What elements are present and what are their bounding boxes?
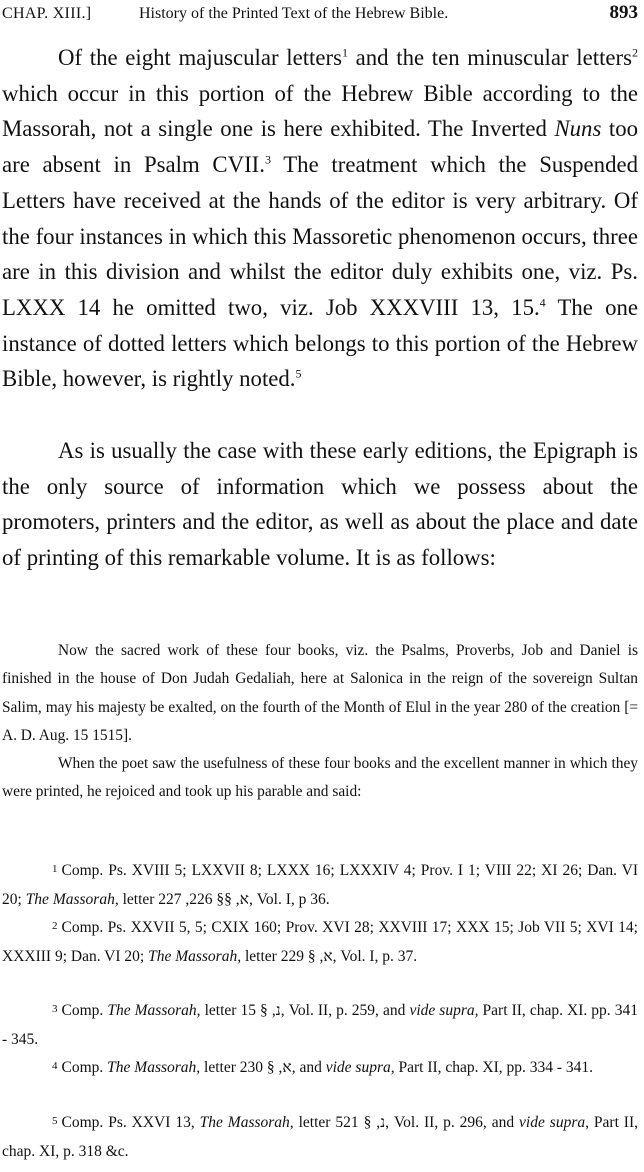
footnote-mark: 4 xyxy=(52,1060,58,1072)
text-run: which occur in this portion of the Hebrew Bible according to the Massorah, not a single one is here exhibited. The Inverted xyxy=(2,80,638,142)
text-run: letter נ, § 521, Vol. II, p. 296, and xyxy=(293,1114,520,1131)
text-run: Part II, chap. XI, p. 318 &c. xyxy=(2,1114,638,1160)
running-header xyxy=(2,2,638,30)
text-run: letter א, §§ 226, 227, Vol. I, p 36. xyxy=(118,890,330,908)
footnote-ref: 2 xyxy=(632,45,638,60)
epigraph-quote-2: When the poet saw the usefulness of these four books and the excellent manner in which they were printed, he rejoiced and took up his parable and said: xyxy=(2,755,638,801)
italic-title: vide supra, xyxy=(519,1114,589,1131)
page-number: 893 xyxy=(609,2,638,23)
text-run: too are absent in Psalm CVII. xyxy=(2,116,638,178)
footnote-ref: 4 xyxy=(539,295,546,310)
body-paragraph-2: As is usually the case with these early editions, the Epigraph is the only source of information which we possess about the promoters, printers and the editor, as well as about the place and date of printing of this remarkable volume. It is as follows: xyxy=(2,438,638,571)
footnote-mark: 2 xyxy=(52,920,58,932)
text-run: Comp. Ps. XXVII 5, 5; CXIX 160; Prov. XVI 28; XXVIII 17; XXX 15; Job VII 5; XVI 14; XXXIII 9; Dan. VI 20; xyxy=(2,919,638,965)
text-run: and the ten minuscular letters xyxy=(347,45,632,70)
italic-term: Nuns xyxy=(554,116,602,142)
footnote-ref: 3 xyxy=(264,152,271,167)
chapter-label: CHAP. XIII.] xyxy=(2,5,92,22)
text-run: letter נ, § 15, Vol. II, p. 259, and xyxy=(200,1002,410,1019)
footnote-ref: 1 xyxy=(341,45,348,60)
footnote-1 xyxy=(2,855,638,914)
running-title: History of the Printed Text of the Hebrew Bible. xyxy=(139,5,449,22)
italic-title: The Massorah, xyxy=(25,890,119,908)
italic-title: vide supra, xyxy=(325,1059,395,1076)
italic-title: The Massorah, xyxy=(107,1059,201,1076)
italic-title: The Massorah, xyxy=(107,1002,201,1019)
text-run: Part II, chap. XI. pp. 341 - 345. xyxy=(2,1002,638,1048)
footnote-5 xyxy=(2,1107,638,1166)
text-run: Comp. xyxy=(61,1002,108,1019)
text-run: Comp. Ps. XXVI 13, xyxy=(61,1114,200,1131)
footnote-4 xyxy=(2,1052,638,1083)
text-run: letter א, § 230, and xyxy=(200,1059,326,1076)
footnote-mark: 1 xyxy=(52,863,58,875)
footnote-3 xyxy=(2,995,638,1054)
footnote-mark: 3 xyxy=(52,1003,58,1015)
body-paragraph-1 xyxy=(2,40,638,397)
text-run: Part II, chap. XI, pp. 334 - 341. xyxy=(394,1059,594,1076)
text-run: Of the eight majuscular letters xyxy=(58,45,342,70)
italic-title: vide supra, xyxy=(409,1002,479,1019)
italic-title: The Massorah, xyxy=(199,1114,294,1131)
footnote-2 xyxy=(2,912,638,971)
epigraph-quote-1: Now the sacred work of these four books, viz. the Psalms, Proverbs, Job and Daniel is finished in the house of Don Judah Gedaliah, here at Salonica in the reign of the sovereign Sultan Salim, may his majesty be exalted, on the fourth of the Month of Elul in the year 280 of the creation [= A. D. Aug. 15 1515]. xyxy=(2,642,638,744)
text-run: Comp. xyxy=(61,1059,108,1076)
text-run: The one instance of dotted letters which belongs to this portion of the Hebrew Bible, however, is rightly noted. xyxy=(2,294,638,392)
text-run: Comp. Ps. XVIII 5; LXXVII 8; LXXX 16; LXXXIV 4; Prov. I 1; VIII 22; XI 26; Dan. VI 20; xyxy=(2,862,638,908)
text-run: The treatment which the Suspended Letters have received at the hands of the editor is very arbitrary. Of the four instances in which this Massoretic phenomenon occurs, three are in this division and whilst the editor duly exhibits one, viz. Ps. LXXX 14 he omitted two, viz. Job XXXVIII 13, 15. xyxy=(2,152,638,320)
footnote-mark: 5 xyxy=(52,1115,58,1127)
italic-title: The Massorah, xyxy=(148,947,242,965)
footnote-ref: 5 xyxy=(295,366,302,381)
text-run: letter א, § 229, Vol. I, p. 37. xyxy=(241,947,418,965)
